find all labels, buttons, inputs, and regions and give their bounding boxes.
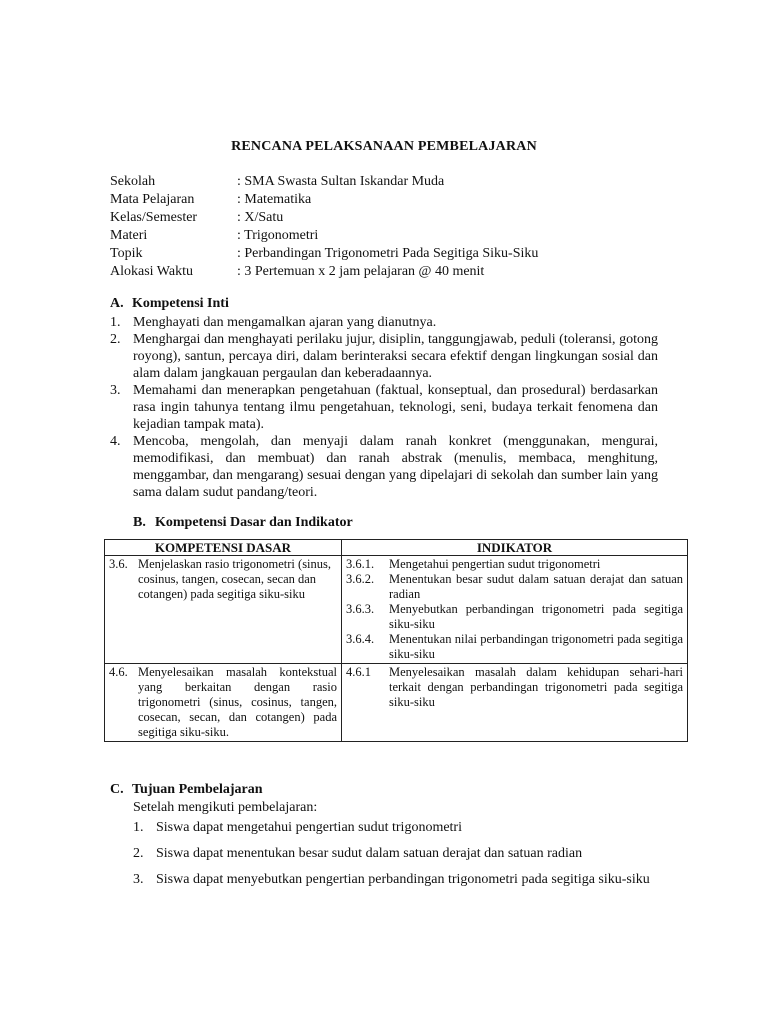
list-number: 3. <box>133 872 144 887</box>
indicator-entry <box>346 557 683 572</box>
kd-number: 3.6. <box>109 557 128 571</box>
list-number: 1. <box>110 315 121 330</box>
indicator-entry <box>346 632 683 662</box>
list-item <box>110 382 658 433</box>
section-letter: A. <box>110 296 124 311</box>
identity-label: Materi <box>110 228 148 243</box>
table-header-row <box>105 540 688 556</box>
list-number: 2. <box>133 846 144 861</box>
identity-value: : Matematika <box>237 192 312 207</box>
indicator-number: 3.6.2. <box>346 572 375 586</box>
kd-number: 4.6. <box>109 665 128 679</box>
list-item <box>110 314 658 331</box>
identity-value: : SMA Swasta Sultan Iskandar Muda <box>237 174 445 189</box>
list-number: 2. <box>110 332 121 347</box>
identity-block <box>110 173 538 281</box>
list-text: Menghargai dan menghayati perilaku jujur, disiplin, tanggungjawab, peduli (toleransi, gotong royong), santun, percaya diri, dalam berinteraksi secara efektif dengan lingkungan sosial dan alam dalam jangkauan pergaulan dan keberadaannya. <box>133 332 658 381</box>
column-header: INDIKATOR <box>342 540 688 556</box>
identity-value: : Perbandingan Trigonometri Pada Segitiga Siku-Siku <box>237 246 539 261</box>
section-b-heading <box>133 515 353 531</box>
list-number: 4. <box>110 434 121 449</box>
list-item <box>133 816 659 840</box>
list-number: 3. <box>110 383 121 398</box>
indicator-text: Mengetahui pengertian sudut trigonometri <box>389 557 601 571</box>
section-intro: Setelah mengikuti pembelajaran: <box>133 800 318 815</box>
tujuan-list <box>133 816 659 894</box>
table-cell <box>105 556 342 664</box>
section-title: Tujuan Pembelajaran <box>132 782 263 797</box>
table-row <box>105 556 688 664</box>
indicator-text: Menyebutkan perbandingan trigonometri pada segitiga siku-siku <box>389 602 683 631</box>
kd-entry <box>109 665 337 740</box>
identity-row <box>110 227 538 245</box>
list-text: Memahami dan menerapkan pengetahuan (faktual, konseptual, dan prosedural) berdasarkan rasa ingin tahunya tentang ilmu pengetahuan, teknologi, seni, budaya terkait fenomena dan kejadian tampak mata). <box>133 383 658 432</box>
list-item <box>133 868 659 892</box>
identity-row <box>110 245 538 263</box>
kd-text: Menjelaskan rasio trigonometri (sinus, cosinus, tangen, cosecan, secan dan cotangen) pada segitiga siku-siku <box>138 557 332 601</box>
indicator-text: Menyelesaikan masalah dalam kehidupan sehari-hari terkait dengan perbandingan trigonometri pada segitiga siku-siku <box>389 665 683 709</box>
identity-row <box>110 191 538 209</box>
kompetensi-table <box>104 539 688 742</box>
identity-label: Mata Pelajaran <box>110 192 195 207</box>
list-text: Siswa dapat mengetahui pengertian sudut trigonometri <box>156 820 462 835</box>
indicator-entry <box>346 602 683 632</box>
section-title: Kompetensi Dasar dan Indikator <box>155 515 353 530</box>
identity-label: Sekolah <box>110 174 156 189</box>
indicator-text: Menentukan besar sudut dalam satuan derajat dan satuan radian <box>389 572 683 601</box>
identity-row <box>110 263 538 281</box>
identity-value: : X/Satu <box>237 210 284 225</box>
identity-value: : Trigonometri <box>237 228 319 243</box>
list-text: Siswa dapat menentukan besar sudut dalam satuan derajat dan satuan radian <box>156 846 583 861</box>
kompetensi-inti-list <box>110 314 658 501</box>
indicator-number: 3.6.3. <box>346 602 375 616</box>
section-letter: C. <box>110 782 124 797</box>
table-cell <box>342 664 688 742</box>
table-cell <box>342 556 688 664</box>
indicator-number: 3.6.1. <box>346 557 375 571</box>
list-text: Siswa dapat menyebutkan pengertian perbandingan trigonometri pada segitiga siku-siku <box>156 872 650 887</box>
identity-value: : 3 Pertemuan x 2 jam pelajaran @ 40 menit <box>237 264 485 279</box>
table-cell <box>105 664 342 742</box>
list-text: Menghayati dan mengamalkan ajaran yang dianutnya. <box>133 315 437 330</box>
section-c-heading <box>110 782 263 798</box>
indicator-text: Menentukan nilai perbandingan trigonometri pada segitiga siku-siku <box>389 632 683 661</box>
section-a-heading <box>110 296 229 312</box>
kd-entry <box>109 557 337 602</box>
identity-row <box>110 173 538 191</box>
section-letter: B. <box>133 515 146 530</box>
list-item <box>133 842 659 866</box>
identity-label: Topik <box>110 246 143 261</box>
column-header: KOMPETENSI DASAR <box>105 540 342 556</box>
identity-label: Alokasi Waktu <box>110 264 193 279</box>
identity-row <box>110 209 538 227</box>
table-row <box>105 664 688 742</box>
identity-label: Kelas/Semester <box>110 210 198 225</box>
list-number: 1. <box>133 820 144 835</box>
indicator-entry <box>346 665 683 710</box>
section-title: Kompetensi Inti <box>132 296 229 311</box>
list-text: Mencoba, mengolah, dan menyaji dalam ranah konkret (menggunakan, mengurai, memodifikasi, dan membuat) dan ranah abstrak (menulis, membaca, menghitung, menggambar, dan mengarang) sesuai dengan yang dipelajari di sekolah dan sumber lain yang sama dalam sudut pandang/teori. <box>133 434 658 500</box>
indicator-number: 3.6.4. <box>346 632 375 646</box>
list-item <box>110 433 658 501</box>
kd-text: Menyelesaikan masalah kontekstual yang berkaitan dengan rasio trigonometri (sinus, cosinus, tangen, cosecan, secan, dan cotangen) pada segitiga siku-siku. <box>138 665 337 739</box>
document-title: RENCANA PELAKSANAAN PEMBELAJARAN <box>231 139 537 154</box>
indicator-number: 4.6.1 <box>346 665 371 679</box>
list-item <box>110 331 658 382</box>
indicator-entry <box>346 572 683 602</box>
